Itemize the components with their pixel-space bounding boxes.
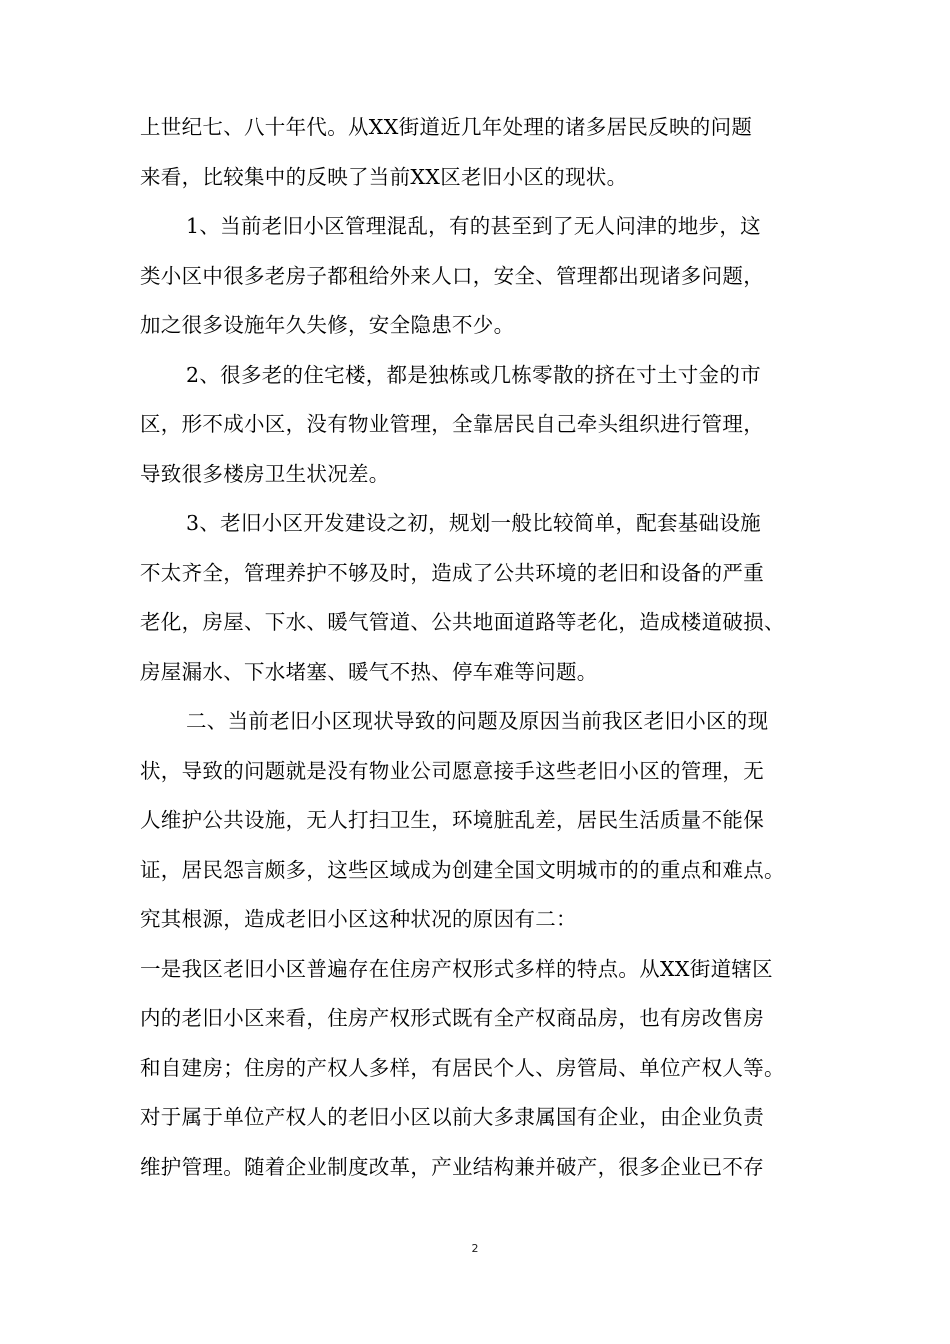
text-line: 房屋漏水、下水堵塞、暖气不热、停车难等问题。 xyxy=(140,659,598,684)
text-line: 状，导致的问题就是没有物业公司愿意接手这些老旧小区的管理，无 xyxy=(140,758,764,783)
paragraph-first-line: 二、当前老旧小区现状导致的问题及原因当前我区老旧小区的现 xyxy=(186,709,769,733)
text-line: 究其根源，造成老旧小区这种状况的原因有二： xyxy=(140,907,577,931)
paragraph-first-line: 1、当前老旧小区管理混乱，有的甚至到了无人问津的地步，这 xyxy=(186,214,761,238)
page-number: 2 xyxy=(471,1242,479,1255)
text-line: 老化，房屋、下水、暖气管道、公共地面道路等老化，造成楼道破损、 xyxy=(140,610,785,634)
text-line: 区，形不成小区，没有物业管理，全靠居民自己牵头组织进行管理， xyxy=(140,412,764,436)
text-line: 类小区中很多老房子都租给外来人口，安全、管理都出现诸多问题， xyxy=(140,263,764,288)
body-text xyxy=(140,117,840,1206)
text-line: 和自建房；住房的产权人多样，有居民个人、房管局、单位产权人等。 xyxy=(140,1055,785,1080)
text-line: 维护管理。随着企业制度改革，产业结构兼并破产，很多企业已不存 xyxy=(140,1154,764,1179)
text-line: 来看，比较集中的反映了当前XX区老旧小区的现状。 xyxy=(140,164,628,189)
text-line: 对于属于单位产权人的老旧小区以前大多隶属国有企业，由企业负责 xyxy=(140,1105,764,1129)
paragraph-first-line: 3、老旧小区开发建设之初，规划一般比较简单，配套基础设施 xyxy=(186,511,761,535)
text-line: 人维护公共设施，无人打扫卫生，环境脏乱差，居民生活质量不能保 xyxy=(140,808,764,832)
text-line: 上世纪七、八十年代。从XX街道近几年处理的诸多居民反映的问题 xyxy=(140,115,753,139)
text-line: 导致很多楼房卫生状况差。 xyxy=(140,461,390,486)
text-line: 加之很多设施年久失修，安全隐患不少。 xyxy=(140,313,515,337)
text-line: 不太齐全，管理养护不够及时，造成了公共环境的老旧和设备的严重 xyxy=(140,560,764,585)
text-line: 一是我区老旧小区普遍存在住房产权形式多样的特点。从XX街道辖区 xyxy=(140,956,773,981)
text-line: 内的老旧小区来看，住房产权形式既有全产权商品房，也有房改售房 xyxy=(140,1006,764,1030)
paragraph-first-line: 2、很多老的住宅楼，都是独栋或几栋零散的挤在寸土寸金的市 xyxy=(186,362,761,387)
text-line: 证，居民怨言颇多，这些区域成为创建全国文明城市的的重点和难点。 xyxy=(140,857,785,882)
